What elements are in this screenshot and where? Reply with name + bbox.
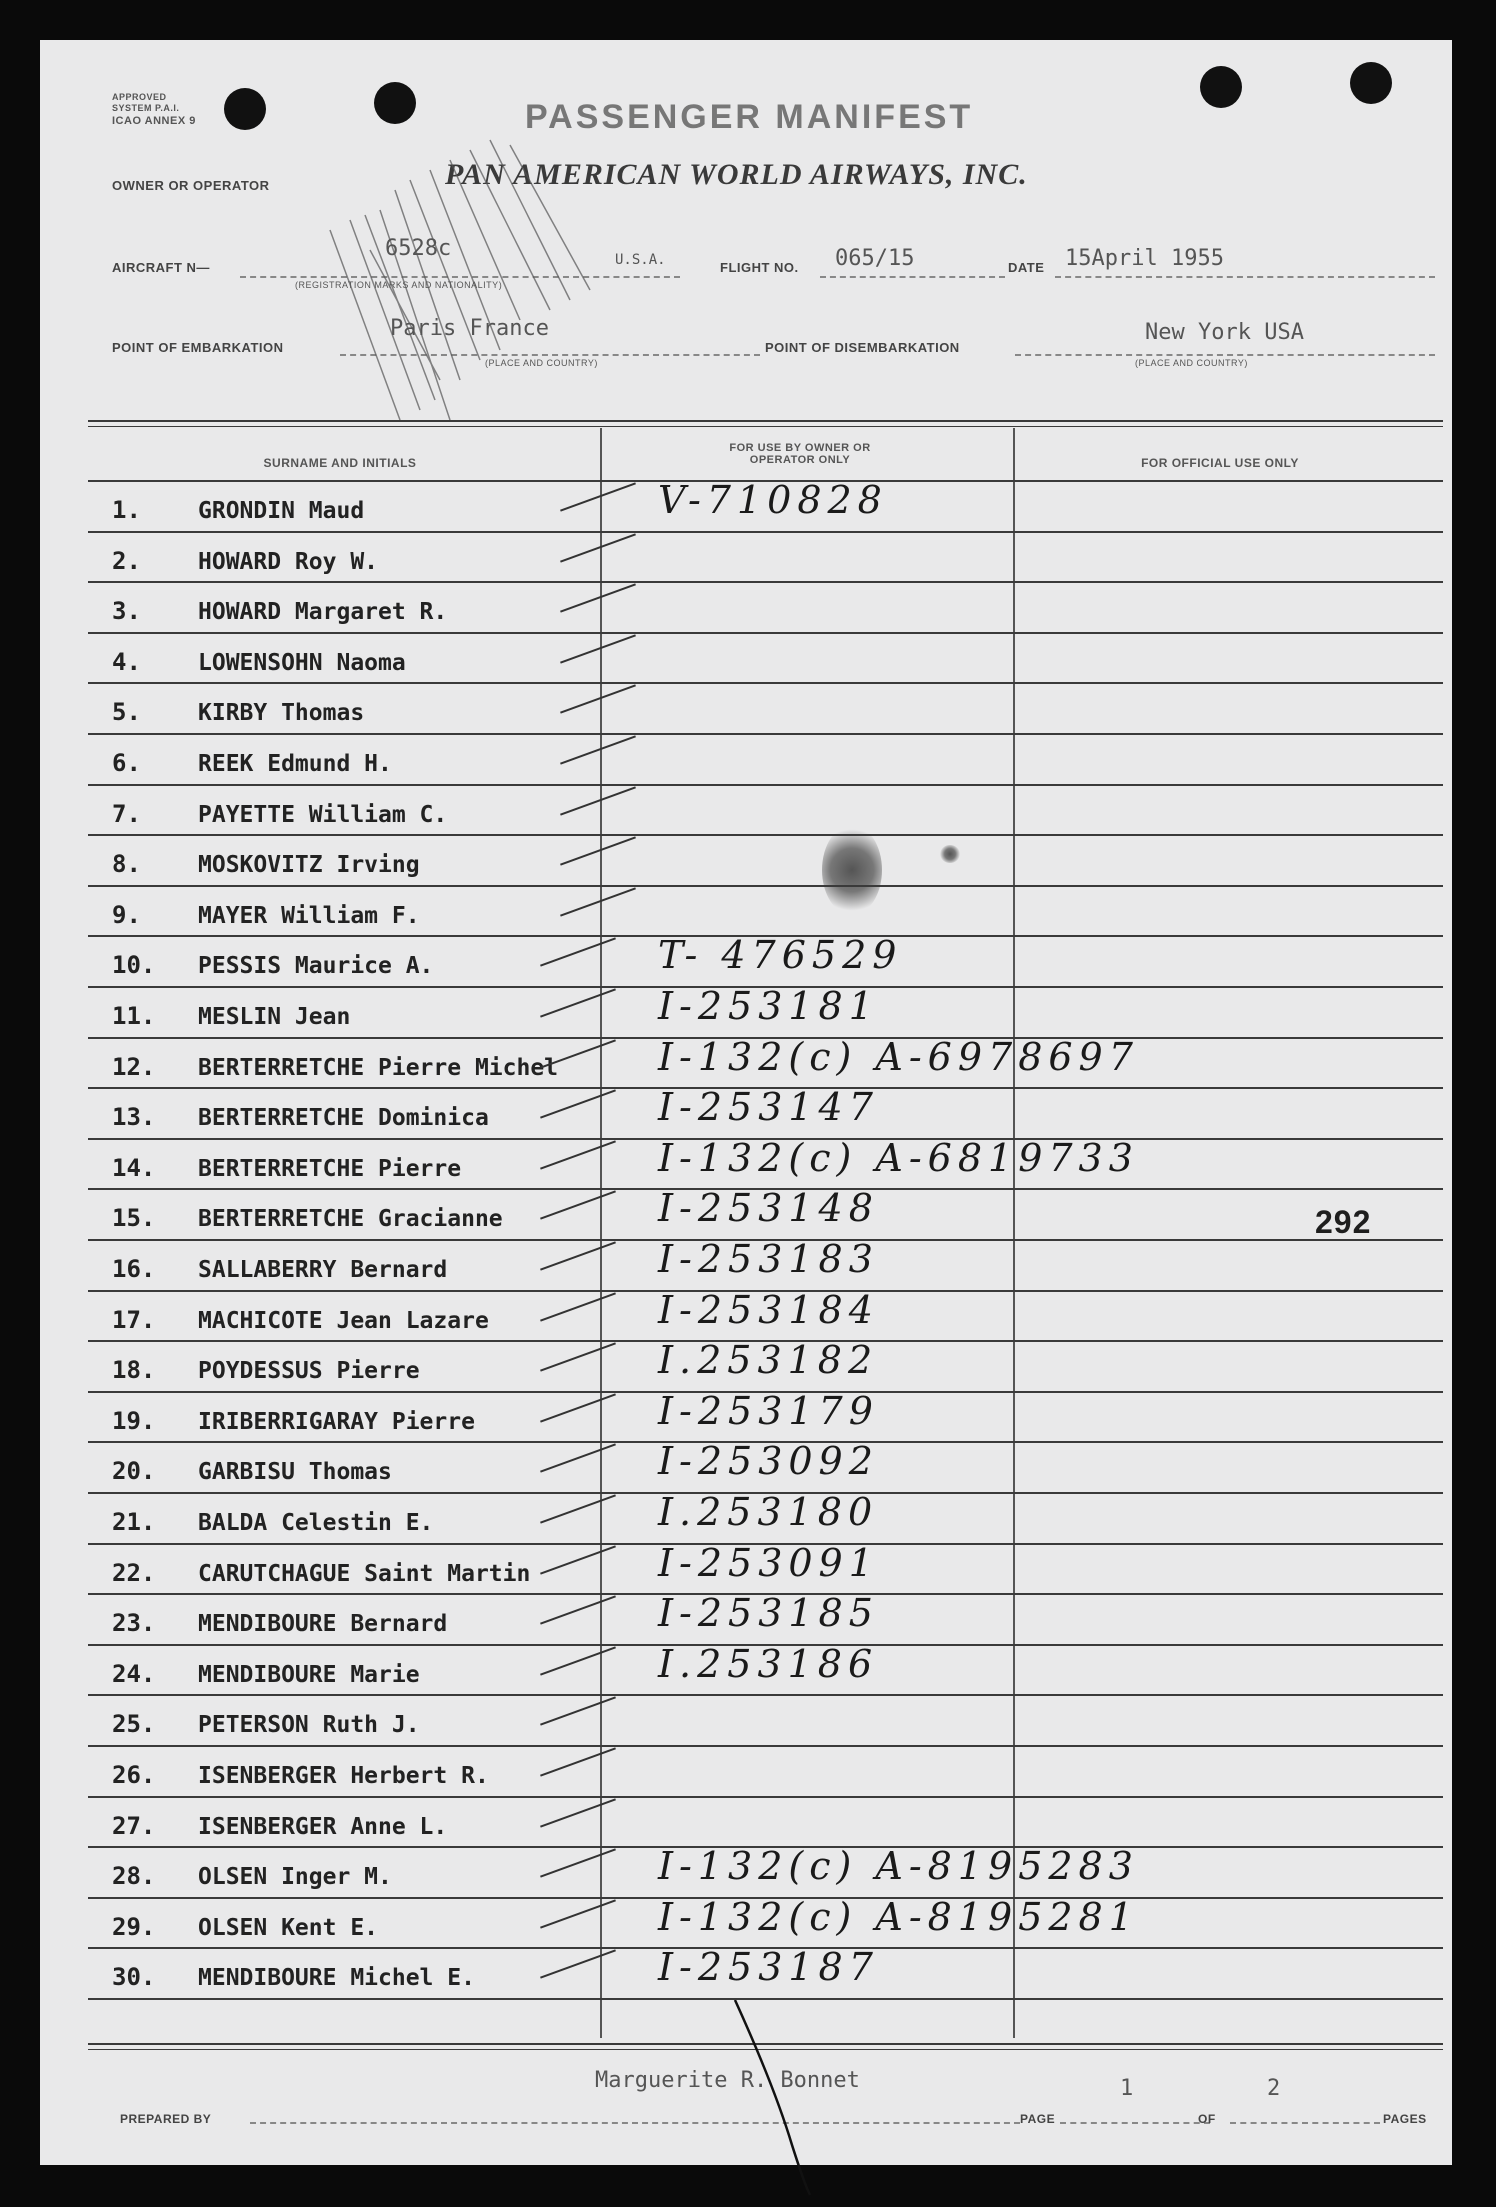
header-double-rule	[88, 420, 1443, 422]
passenger-name: CARUTCHAGUE Saint Martin	[198, 1560, 531, 1587]
passenger-row	[88, 1338, 1443, 1393]
passenger-number: 12.	[112, 1052, 156, 1081]
visa-number: I-253184	[658, 1287, 879, 1332]
passenger-name: MENDIBOURE Marie	[198, 1661, 420, 1688]
visa-number: I-253091	[658, 1540, 879, 1585]
visa-number: I-132(c) A-6978697	[658, 1034, 1139, 1079]
visa-number: V-710828	[658, 478, 888, 522]
passenger-number: 6.	[112, 749, 141, 777]
passenger-row	[88, 1844, 1443, 1899]
passenger-number: 16.	[112, 1255, 156, 1283]
check-mark	[540, 1899, 616, 1928]
check-mark	[540, 1343, 616, 1372]
visa-number: I-253148	[658, 1186, 879, 1231]
passenger-number: 3.	[112, 597, 141, 626]
passenger-number: 19.	[112, 1406, 156, 1435]
passenger-row	[88, 1641, 1443, 1697]
passenger-name: PESSIS Maurice A.	[198, 953, 434, 980]
passenger-number: 8.	[112, 850, 141, 879]
check-mark	[540, 1697, 616, 1726]
passenger-row	[88, 1186, 1443, 1241]
passenger-number: 2.	[112, 546, 141, 575]
disembark-value: New York USA	[1145, 320, 1304, 345]
page-number: 1	[1120, 2076, 1134, 2101]
check-mark	[540, 1494, 616, 1523]
passenger-name: MESLIN Jean	[198, 1004, 351, 1030]
passenger-number: 29.	[112, 1912, 156, 1941]
passenger-number: 20.	[112, 1457, 156, 1486]
check-mark	[540, 1191, 616, 1220]
passenger-number: 23.	[112, 1609, 156, 1638]
passenger-name: GARBISU Thomas	[198, 1459, 392, 1486]
passenger-number: 9.	[112, 900, 141, 929]
check-mark	[540, 1292, 616, 1321]
passenger-row	[88, 933, 1443, 988]
passenger-number: 10.	[112, 951, 156, 980]
passenger-row	[88, 836, 1443, 887]
passenger-row	[88, 984, 1443, 1039]
passenger-number: 15.	[112, 1204, 156, 1233]
check-mark	[540, 1090, 616, 1119]
visa-number: I-253147	[658, 1085, 879, 1130]
punch-hole	[224, 88, 266, 130]
pages-label: PAGES	[1383, 2112, 1427, 2126]
check-mark	[560, 837, 636, 866]
disembark-caption: (PLACE AND COUNTRY)	[1135, 358, 1248, 368]
passenger-number: 26.	[112, 1761, 156, 1789]
owner-use-header: FOR USE BY OWNER OR OPERATOR ONLY	[729, 442, 871, 466]
visa-number: I-253181	[658, 984, 879, 1028]
passenger-name: HOWARD Margaret R.	[198, 599, 448, 626]
passenger-row	[88, 1747, 1443, 1798]
passenger-name: MACHICOTE Jean Lazare	[198, 1307, 489, 1334]
check-mark	[560, 634, 636, 663]
visa-number: I.253182	[658, 1338, 879, 1383]
approved-stamp: APPROVED	[112, 92, 167, 102]
visa-number: I-253179	[658, 1388, 879, 1433]
passenger-row	[88, 735, 1443, 786]
passenger-row	[88, 1591, 1443, 1646]
visa-number: I.253186	[658, 1641, 879, 1686]
passenger-row	[88, 1540, 1443, 1596]
scribble-marks	[310, 120, 710, 440]
check-mark	[560, 533, 636, 562]
visa-number: T- 476529	[658, 933, 903, 978]
total-pages: 2	[1267, 2076, 1281, 2101]
passenger-number: 25.	[112, 1710, 156, 1739]
margin-note: 292	[1315, 1204, 1372, 1240]
system-code: SYSTEM P.A.I.	[112, 103, 180, 113]
passenger-row	[88, 786, 1443, 837]
aircraft-label: AIRCRAFT N—	[112, 260, 210, 275]
passenger-row	[88, 1798, 1443, 1849]
check-mark	[540, 1849, 616, 1878]
passenger-number: 28.	[112, 1862, 156, 1891]
passenger-name: PAYETTE William C.	[198, 801, 448, 828]
flight-value: 065/15	[835, 246, 915, 271]
page-title: PASSENGER MANIFEST	[525, 98, 974, 136]
visa-number: I-253185	[658, 1591, 879, 1636]
punch-hole	[374, 82, 416, 124]
prepared-line	[250, 2122, 1020, 2124]
check-mark	[540, 1950, 616, 1979]
passenger-name: PETERSON Ruth J.	[198, 1712, 420, 1739]
owner-label: OWNER OR OPERATOR	[112, 178, 270, 193]
passenger-number: 21.	[112, 1508, 156, 1536]
passenger-name: BERTERRETCHE Pierre Michel	[198, 1054, 559, 1081]
passenger-number: 22.	[112, 1558, 156, 1587]
passenger-number: 24.	[112, 1659, 156, 1688]
visa-number: I.253180	[658, 1490, 879, 1534]
check-mark	[560, 887, 636, 916]
punch-hole	[1350, 62, 1392, 104]
check-mark	[540, 938, 616, 967]
visa-number: I-132(c) A-8195281	[658, 1894, 1139, 1939]
passenger-name: ISENBERGER Anne L.	[198, 1813, 448, 1840]
signature-stroke	[730, 1995, 850, 2205]
passenger-row	[88, 1085, 1443, 1140]
check-mark	[560, 735, 636, 764]
annex-code: ICAO ANNEX 9	[112, 115, 196, 127]
passenger-number: 14.	[112, 1153, 156, 1182]
of-label: OF	[1198, 2112, 1216, 2126]
check-mark	[560, 584, 636, 613]
passenger-number: 17.	[112, 1305, 156, 1334]
page-label: PAGE	[1020, 2112, 1056, 2126]
check-mark	[540, 1039, 616, 1068]
official-use-header: FOR OFFICIAL USE ONLY	[1141, 456, 1299, 470]
passenger-row	[88, 1135, 1443, 1191]
passenger-number: 13.	[112, 1103, 156, 1132]
check-mark	[540, 1747, 616, 1776]
embark-value: Paris France	[390, 316, 549, 341]
disembark-label: POINT OF DISEMBARKATION	[765, 340, 960, 355]
passenger-name: IRIBERRIGARAY Pierre	[198, 1408, 475, 1435]
disembark-line	[1015, 354, 1435, 356]
passenger-name: REEK Edmund H.	[198, 751, 392, 777]
passenger-number: 27.	[112, 1811, 156, 1840]
passenger-name: BERTERRETCHE Pierre	[198, 1155, 462, 1182]
passenger-row	[88, 634, 1443, 685]
passenger-row	[88, 887, 1443, 938]
passenger-row	[88, 1287, 1443, 1343]
pages-line	[1230, 2122, 1380, 2124]
flight-label: FLIGHT NO.	[720, 260, 799, 275]
date-value: 15April 1955	[1065, 246, 1224, 271]
passenger-name: SALLABERRY Bernard	[198, 1257, 448, 1283]
embark-label: POINT OF EMBARKATION	[112, 340, 284, 355]
check-mark	[540, 1596, 616, 1625]
check-mark	[540, 1393, 616, 1422]
passenger-number: 4.	[112, 647, 141, 676]
passenger-row	[88, 1388, 1443, 1444]
passenger-row	[88, 1439, 1443, 1494]
prepared-by-label: PREPARED BY	[120, 2112, 212, 2126]
manifest-sheet	[40, 40, 1452, 2165]
nationality-mark: U.S.A.	[615, 252, 666, 268]
check-mark	[560, 482, 636, 511]
passenger-row	[88, 1696, 1443, 1747]
passenger-name: ISENBERGER Herbert R.	[198, 1763, 489, 1789]
passenger-name: HOWARD Roy W.	[198, 548, 379, 575]
check-mark	[560, 685, 636, 714]
passenger-name: MENDIBOURE Michel E.	[198, 1965, 475, 1992]
passenger-name: MAYER William F.	[198, 902, 420, 929]
passenger-number: 1.	[112, 496, 141, 524]
check-mark	[540, 1241, 616, 1270]
passenger-name: KIRBY Thomas	[198, 700, 365, 727]
passenger-name: POYDESSUS Pierre	[198, 1358, 420, 1385]
passenger-name: OLSEN Kent E.	[198, 1914, 379, 1941]
date-label: DATE	[1008, 260, 1045, 275]
aircraft-value: 6528c	[385, 236, 452, 261]
passenger-name: OLSEN Inger M.	[198, 1864, 392, 1891]
header-double-rule	[88, 426, 1443, 427]
check-mark	[540, 1140, 616, 1169]
passenger-row	[88, 1237, 1443, 1292]
punch-hole	[1200, 66, 1242, 108]
embark-caption: (PLACE AND COUNTRY)	[485, 358, 598, 368]
passenger-number: 11.	[112, 1002, 156, 1030]
visa-number: I-253187	[658, 1945, 879, 1990]
registration-caption: (REGISTRATION MARKS AND NATIONALITY)	[295, 280, 503, 290]
passenger-name: LOWENSOHN Naoma	[198, 649, 406, 676]
passenger-name: MENDIBOURE Bernard	[198, 1611, 448, 1638]
passenger-number: 5.	[112, 698, 141, 727]
passenger-row	[88, 583, 1443, 634]
passenger-row	[88, 684, 1443, 735]
visa-number: I-132(c) A-6819733	[658, 1135, 1139, 1180]
check-mark	[540, 1798, 616, 1827]
surname-header: SURNAME AND INITIALS	[263, 456, 417, 470]
passenger-number: 30.	[112, 1963, 156, 1992]
flight-line	[820, 276, 1005, 278]
check-mark	[540, 1545, 616, 1574]
passenger-name: GRONDIN Maud	[198, 498, 365, 524]
date-line	[1055, 276, 1435, 278]
prepared-by-name: Marguerite R. Bonnet	[595, 2068, 860, 2093]
passenger-row	[88, 533, 1443, 584]
passenger-row	[88, 1945, 1443, 2000]
passenger-row	[88, 1490, 1443, 1545]
visa-number: I-253183	[658, 1237, 879, 1281]
passenger-row	[88, 478, 1443, 533]
owner-name: PAN AMERICAN WORLD AIRWAYS, INC.	[445, 158, 1028, 191]
passenger-name: MOSKOVITZ Irving	[198, 852, 420, 879]
passenger-number: 18.	[112, 1356, 156, 1385]
visa-number: I-132(c) A-8195283	[658, 1844, 1139, 1889]
passenger-name: BERTERRETCHE Gracianne	[198, 1206, 503, 1233]
passenger-row	[88, 1894, 1443, 1950]
check-mark	[560, 786, 636, 815]
passenger-name: BALDA Celestin E.	[198, 1510, 434, 1536]
passenger-row	[88, 1034, 1443, 1090]
visa-number: I-253092	[658, 1439, 879, 1484]
passenger-number: 7.	[112, 799, 141, 828]
check-mark	[540, 1646, 616, 1675]
check-mark	[540, 1444, 616, 1473]
check-mark	[540, 988, 616, 1017]
page-line	[1060, 2122, 1210, 2124]
passenger-name: BERTERRETCHE Dominica	[198, 1105, 489, 1132]
